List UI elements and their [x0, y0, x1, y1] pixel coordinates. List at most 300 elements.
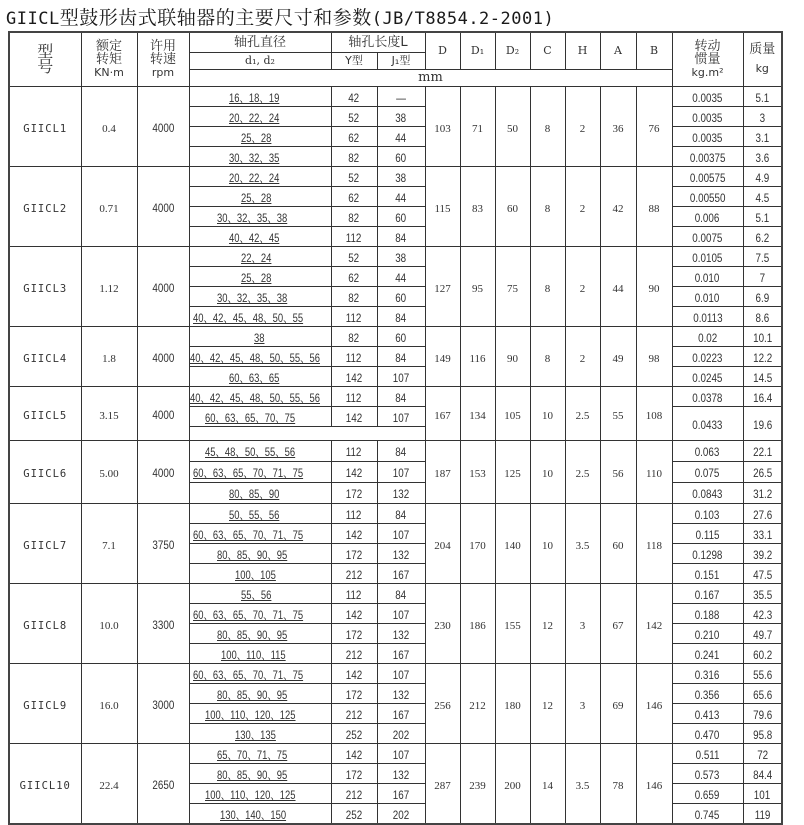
dim-h-cell	[565, 663, 600, 743]
bore-diameter-cell	[189, 543, 331, 563]
inertia-value: 0.573	[695, 767, 720, 782]
mass-cell	[743, 563, 782, 583]
dim-h-cell	[565, 166, 600, 246]
inertia-cell	[672, 246, 743, 266]
inertia-value: 0.103	[695, 507, 720, 522]
bore-diameter-cell	[189, 523, 331, 543]
dim-d2-value: 60	[507, 202, 518, 215]
inertia-cell	[672, 583, 743, 603]
allowed-speed-cell-value: 3300	[152, 617, 174, 632]
j1-length-value: 44	[395, 190, 407, 205]
inertia-value: 0.151	[695, 567, 720, 582]
title-standard: (JB/T8854.2-2001)	[371, 9, 555, 29]
dim-c-cell	[530, 503, 565, 583]
mass-value: 72	[756, 747, 768, 762]
dim-b-value: 108	[645, 409, 663, 422]
rated-torque-cell-value: 0.4	[102, 122, 116, 135]
inertia-cell	[672, 603, 743, 623]
y-length-value: 142	[345, 370, 363, 385]
bore-diameter-value: 60、63、65、70、71、75	[192, 609, 303, 622]
table-row	[9, 246, 782, 266]
dim-h-value: 2	[579, 282, 586, 295]
mass-value: 6.9	[755, 290, 770, 305]
j1-length-value: 107	[392, 747, 410, 762]
inertia-cell	[672, 406, 743, 440]
dim-d-value: 187	[434, 468, 451, 480]
header-D2: D₂	[495, 32, 530, 69]
dim-b-cell	[636, 503, 672, 583]
inertia-value: 0.00575	[689, 170, 726, 185]
dim-h-cell	[565, 386, 600, 440]
dim-c-value: 10	[542, 409, 553, 422]
model-cell-value: GIICL1	[23, 122, 68, 135]
bore-diameter-cell	[189, 226, 331, 246]
dim-b-cell	[636, 326, 672, 386]
dim-a-cell	[600, 86, 636, 166]
j1-length-cell	[377, 266, 425, 286]
bore-diameter-value: 30、32、35、38	[217, 292, 288, 305]
dim-d1-value: 170	[469, 539, 486, 552]
j1-length-value: 167	[392, 787, 410, 802]
allowed-speed-cell	[137, 246, 189, 326]
bore-diameter-cell	[189, 186, 331, 206]
y-length-value: 142	[345, 667, 363, 682]
j1-length-cell	[377, 603, 425, 623]
j1-length-cell	[377, 543, 425, 563]
j1-length-value: 84	[395, 310, 407, 325]
inertia-cell	[672, 346, 743, 366]
j1-length-cell	[377, 286, 425, 306]
bore-diameter-value: 20、22、24	[229, 172, 280, 185]
dim-b-value: 146	[645, 779, 663, 792]
y-length-value: 142	[345, 527, 363, 542]
inertia-cell	[672, 763, 743, 783]
bore-diameter-cell	[189, 326, 331, 346]
inertia-cell	[672, 306, 743, 326]
bore-diameter-value: 60、63、65、70、71、75	[192, 529, 303, 542]
inertia-cell	[672, 482, 743, 503]
dim-d1-cell	[460, 166, 495, 246]
j1-length-cell	[377, 146, 425, 166]
mass-cell	[743, 266, 782, 286]
allowed-speed-cell	[137, 743, 189, 824]
allowed-speed-cell-value: 3000	[152, 697, 174, 712]
table-row	[9, 86, 782, 106]
mass-cell	[743, 523, 782, 543]
rated-torque-cell-value: 16.0	[99, 699, 119, 712]
dim-d2-value: 200	[504, 779, 521, 792]
table-row	[9, 440, 782, 461]
header-rated-torque: 额定 转矩 KN·m	[81, 32, 137, 86]
y-length-cell	[331, 306, 377, 326]
dim-a-value: 69	[612, 699, 624, 712]
inertia-value: 0.010	[695, 270, 720, 285]
dim-h-cell	[565, 743, 600, 824]
y-length-value: 172	[345, 547, 363, 562]
dim-c-cell	[530, 743, 565, 824]
inertia-cell	[672, 563, 743, 583]
bore-diameter-cell	[189, 440, 331, 461]
mass-cell	[743, 86, 782, 106]
mass-cell	[743, 326, 782, 346]
dim-d2-value: 155	[504, 619, 521, 632]
table-row	[9, 583, 782, 603]
allowed-speed-cell-value: 4000	[152, 466, 174, 480]
header-y-type: Y型	[331, 52, 377, 69]
y-length-cell	[331, 206, 377, 226]
y-length-cell	[331, 783, 377, 803]
dim-d-cell	[425, 503, 460, 583]
j1-length-value: 60	[395, 150, 407, 165]
inertia-value: 0.745	[695, 807, 720, 822]
dim-d1-value: 186	[469, 619, 486, 632]
inertia-value: 0.063	[695, 445, 720, 459]
inertia-value: 0.210	[695, 627, 720, 642]
j1-length-value: 107	[392, 607, 410, 622]
j1-length-value: 60	[395, 330, 407, 345]
inertia-value: 0.0113	[692, 310, 723, 325]
bore-diameter-value: 80、85、90、95	[217, 769, 288, 782]
model-cell	[9, 86, 81, 166]
y-length-cell	[331, 146, 377, 166]
dim-a-value: 42	[612, 202, 624, 215]
bore-diameter-cell	[189, 306, 331, 326]
dim-d2-cell	[495, 166, 530, 246]
inertia-cell	[672, 803, 743, 824]
j1-length-value: 107	[392, 667, 410, 682]
inertia-cell	[672, 643, 743, 663]
dim-c-cell	[530, 583, 565, 663]
inertia-cell	[672, 723, 743, 743]
mass-cell	[743, 206, 782, 226]
allowed-speed-cell	[137, 663, 189, 743]
mass-value: 95.8	[752, 727, 772, 742]
dim-c-value: 12	[542, 699, 553, 712]
inertia-cell	[672, 286, 743, 306]
inertia-cell	[672, 543, 743, 563]
inertia-value: 0.006	[695, 210, 720, 225]
allowed-speed-cell	[137, 326, 189, 386]
bore-diameter-cell	[189, 723, 331, 743]
header-allowed-speed: 许用 转速 rpm	[137, 32, 189, 86]
dim-h-cell	[565, 86, 600, 166]
dim-d-cell	[425, 166, 460, 246]
bore-diameter-cell	[189, 583, 331, 603]
dim-a-value: 44	[612, 282, 624, 295]
j1-length-cell	[377, 440, 425, 461]
mass-cell	[743, 683, 782, 703]
dim-h-value: 3.5	[575, 539, 590, 552]
allowed-speed-cell-value: 4000	[152, 350, 174, 365]
y-length-cell	[331, 703, 377, 723]
j1-length-value: 44	[395, 130, 407, 145]
bore-diameter-value: 100、110、120、125	[204, 709, 296, 722]
dim-d1-cell	[460, 386, 495, 440]
dim-a-cell	[600, 326, 636, 386]
header-B: B	[636, 32, 672, 69]
dim-b-value: 98	[648, 352, 660, 365]
j1-length-value: 84	[395, 587, 407, 602]
dim-c-cell	[530, 326, 565, 386]
inertia-value: 0.0075	[692, 230, 723, 245]
bore-diameter-cell	[189, 86, 331, 106]
y-length-value: 62	[348, 270, 360, 285]
dim-d-value: 115	[434, 202, 451, 215]
dim-c-value: 8	[544, 122, 551, 135]
j1-length-cell	[377, 743, 425, 763]
mass-cell	[743, 623, 782, 643]
bore-diameter-cell	[189, 266, 331, 286]
j1-length-value: 132	[392, 627, 410, 642]
bore-diameter-value: 40、42、45、48、50、55	[192, 312, 303, 325]
bore-diameter-value: 38	[253, 332, 265, 345]
rated-torque-cell-value: 7.1	[102, 539, 116, 552]
y-length-cell	[331, 523, 377, 543]
dim-a-value: 67	[612, 619, 624, 632]
mass-cell	[743, 246, 782, 266]
inertia-value: 0.00550	[689, 190, 726, 205]
bore-diameter-cell	[189, 286, 331, 306]
j1-length-value: 202	[392, 807, 410, 822]
bore-diameter-value: 25、28	[241, 132, 272, 145]
dim-d1-value: 83	[472, 202, 483, 215]
bore-diameter-value: 40、42、45	[229, 232, 280, 245]
j1-length-cell	[377, 583, 425, 603]
dim-c-cell	[530, 663, 565, 743]
inertia-cell	[672, 663, 743, 683]
dim-c-cell	[530, 166, 565, 246]
dim-d2-value: 105	[504, 409, 521, 422]
dim-d1-value: 95	[472, 282, 483, 295]
dim-b-cell	[636, 440, 672, 503]
bore-diameter-value: 80、85、90、95	[217, 549, 288, 562]
y-length-cell	[331, 86, 377, 106]
y-length-cell	[331, 723, 377, 743]
y-length-cell	[331, 406, 377, 426]
bore-diameter-cell	[189, 563, 331, 583]
rated-torque-cell-value: 0.71	[99, 202, 119, 215]
bore-diameter-cell	[189, 106, 331, 126]
table-row	[9, 503, 782, 523]
header-inertia: 转动 惯量 kg.m²	[672, 32, 743, 86]
dim-a-cell	[600, 166, 636, 246]
rated-torque-cell	[81, 583, 137, 663]
bore-diameter-value: 60、63、65	[229, 372, 280, 385]
j1-length-cell	[377, 663, 425, 683]
header-mass: 质量 kg	[743, 32, 782, 86]
j1-length-value: 167	[392, 707, 410, 722]
rated-torque-cell-value: 1.8	[102, 352, 116, 365]
model-cell	[9, 503, 81, 583]
inertia-value: 0.0223	[692, 350, 723, 365]
dim-d-cell	[425, 583, 460, 663]
dim-d1-cell	[460, 326, 495, 386]
header-unit-mm: mm	[189, 69, 672, 86]
mass-cell	[743, 663, 782, 683]
y-length-value: 172	[345, 487, 363, 501]
mass-value: 5.1	[755, 210, 770, 225]
allowed-speed-cell	[137, 386, 189, 440]
mass-value: 49.7	[752, 627, 772, 642]
dim-d1-value: 239	[469, 779, 486, 792]
dim-d-value: 230	[434, 619, 451, 632]
bore-diameter-cell	[189, 703, 331, 723]
dim-b-cell	[636, 86, 672, 166]
dim-d1-value: 212	[469, 699, 486, 712]
y-length-cell	[331, 186, 377, 206]
bore-diameter-value: 50、55、56	[229, 509, 280, 522]
header-H: H	[565, 32, 600, 69]
mass-value: 79.6	[752, 707, 772, 722]
bore-diameter-cell	[189, 246, 331, 266]
bore-diameter-cell	[189, 166, 331, 186]
page-title	[6, 3, 554, 30]
title-text: 型鼓形齿式联轴器的主要尺寸和参数	[59, 7, 372, 29]
mass-value: 4.9	[755, 170, 770, 185]
dim-d2-value: 75	[507, 282, 518, 295]
j1-length-cell	[377, 643, 425, 663]
y-length-value: 252	[345, 807, 363, 822]
dim-d1-cell	[460, 583, 495, 663]
bore-diameter-value: 55、56	[241, 589, 272, 602]
mass-value: 60.2	[752, 647, 772, 662]
allowed-speed-cell-value: 4000	[152, 280, 174, 295]
dim-b-cell	[636, 663, 672, 743]
j1-length-value: 60	[395, 290, 407, 305]
y-length-value: 82	[348, 150, 360, 165]
empty-bore-cell	[189, 426, 425, 440]
dim-b-value: 76	[648, 122, 660, 135]
y-length-value: 42	[348, 90, 360, 105]
dim-d-cell	[425, 326, 460, 386]
header-D1: D₁	[460, 32, 495, 69]
mass-value: 3	[759, 110, 765, 125]
dim-a-cell	[600, 743, 636, 824]
j1-length-cell	[377, 482, 425, 503]
rated-torque-cell	[81, 663, 137, 743]
inertia-value: 0.0378	[692, 390, 723, 405]
bore-diameter-value: 130、135	[235, 729, 276, 742]
y-length-cell	[331, 326, 377, 346]
inertia-value: 0.0245	[692, 370, 723, 385]
dim-b-cell	[636, 743, 672, 824]
mass-value: 119	[754, 807, 771, 822]
model-cell-value: GIICL7	[23, 539, 68, 552]
j1-length-value: 202	[392, 727, 410, 742]
dim-d2-cell	[495, 743, 530, 824]
j1-length-value: 38	[395, 250, 407, 265]
dim-c-value: 12	[542, 619, 553, 632]
model-cell-value: GIICL3	[23, 282, 68, 295]
bore-diameter-value: 60、63、65、70、71、75	[192, 669, 303, 682]
allowed-speed-cell	[137, 86, 189, 166]
dim-a-value: 60	[612, 539, 624, 552]
j1-length-cell	[377, 186, 425, 206]
inertia-value: 0.02	[697, 330, 718, 345]
mass-cell	[743, 743, 782, 763]
y-length-cell	[331, 346, 377, 366]
mass-value: 4.5	[755, 190, 770, 205]
dim-d-cell	[425, 743, 460, 824]
inertia-cell	[672, 743, 743, 763]
inertia-value: 0.0035	[692, 130, 723, 145]
j1-length-value: 84	[395, 445, 407, 459]
j1-length-cell	[377, 326, 425, 346]
y-length-value: 212	[345, 647, 363, 662]
mass-value: 47.5	[752, 567, 772, 582]
j1-length-value: 60	[395, 210, 407, 225]
j1-length-value: 132	[392, 687, 410, 702]
j1-length-cell	[377, 86, 425, 106]
y-length-cell	[331, 563, 377, 583]
mass-cell	[743, 783, 782, 803]
mass-cell	[743, 503, 782, 523]
dim-h-value: 3	[579, 699, 586, 712]
dim-d1-value: 134	[469, 409, 486, 422]
mass-value: 26.5	[752, 466, 772, 480]
y-length-value: 112	[346, 587, 362, 602]
dim-d-value: 103	[434, 122, 451, 135]
bore-diameter-cell	[189, 763, 331, 783]
dim-d2-value: 90	[507, 352, 518, 365]
inertia-cell	[672, 326, 743, 346]
y-length-cell	[331, 543, 377, 563]
y-length-value: 212	[345, 787, 363, 802]
j1-length-cell	[377, 386, 425, 406]
model-cell-value: GIICL2	[23, 202, 68, 215]
header-bore-diameter: 轴孔直径	[189, 32, 331, 52]
dim-b-value: 110	[645, 468, 663, 480]
model-cell-value: GIICL5	[23, 409, 68, 422]
mass-cell	[743, 603, 782, 623]
y-length-cell	[331, 663, 377, 683]
y-length-value: 112	[346, 390, 362, 405]
dim-c-value: 10	[542, 539, 553, 552]
bore-diameter-value: 30、32、35	[229, 152, 280, 165]
bore-diameter-cell	[189, 346, 331, 366]
model-cell	[9, 326, 81, 386]
dim-d2-cell	[495, 246, 530, 326]
mass-value: 35.5	[752, 587, 772, 602]
mass-cell	[743, 146, 782, 166]
y-length-cell	[331, 126, 377, 146]
bore-diameter-value: 16、18、19	[229, 92, 280, 105]
inertia-cell	[672, 783, 743, 803]
mass-value: 12.2	[752, 350, 772, 365]
dim-h-value: 2	[579, 202, 586, 215]
inertia-value: 0.0035	[692, 110, 723, 125]
dim-h-value: 2.5	[575, 468, 590, 480]
y-length-value: 112	[346, 507, 362, 522]
y-length-value: 82	[348, 210, 360, 225]
inertia-value: 0.0433	[692, 417, 723, 432]
y-length-cell	[331, 106, 377, 126]
dim-a-value: 56	[612, 468, 624, 480]
y-length-value: 112	[346, 445, 362, 459]
y-length-value: 142	[345, 466, 363, 480]
inertia-cell	[672, 166, 743, 186]
y-length-cell	[331, 286, 377, 306]
inertia-value: 0.0843	[692, 487, 723, 501]
bore-diameter-value: 60、63、65、70、75	[205, 412, 296, 425]
inertia-cell	[672, 126, 743, 146]
dim-h-cell	[565, 583, 600, 663]
rated-torque-cell	[81, 166, 137, 246]
allowed-speed-cell-value: 2650	[152, 777, 174, 792]
allowed-speed-cell-value: 4000	[152, 200, 174, 215]
j1-length-cell	[377, 563, 425, 583]
mass-value: 55.6	[752, 667, 772, 682]
